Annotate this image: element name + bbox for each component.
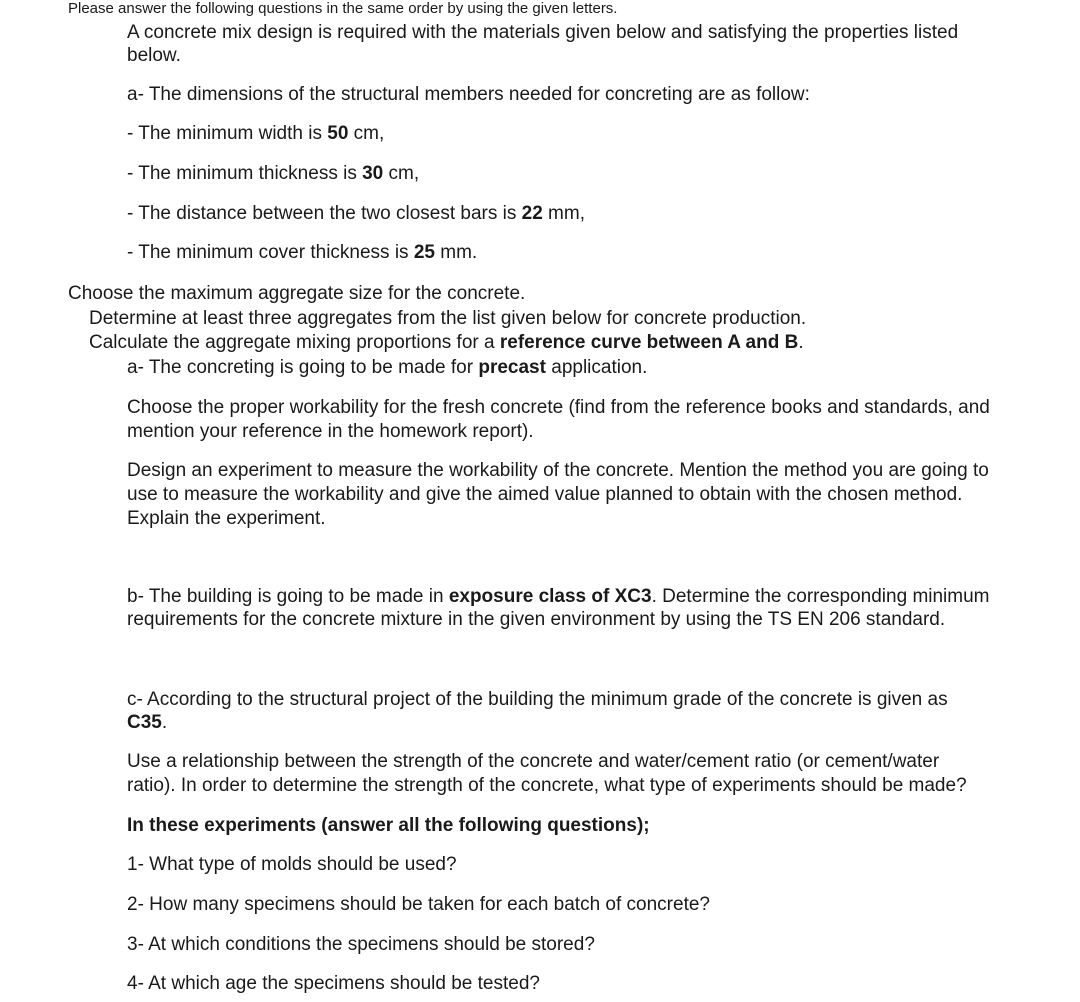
experiment-line-1: Design an experiment to measure the workability of the concrete. Mention the method you are going to [127, 460, 989, 481]
relationship-line-2: ratio). In order to determine the strength of the concrete, what type of experiments should be made? [127, 775, 967, 796]
b-exposure-line-1: b- The building is going to be made in exposure class of XC3. Determine the corresponding minimum [127, 586, 990, 607]
calculate-proportions: Calculate the aggregate mixing proportions for a reference curve between A and B. [89, 332, 804, 353]
dimension-item-width: - The minimum width is 50 cm, [127, 123, 385, 144]
intro-line-2: below. [127, 45, 181, 66]
c-grade-line-1: c- According to the structural project of the building the minimum grade of the concrete is given as [127, 689, 948, 710]
determine-aggregates: Determine at least three aggregates from the list given below for concrete production. [89, 308, 807, 329]
instructions-header: Please answer the following questions in the same order by using the given letters. [68, 0, 618, 17]
question-1: 1- What type of molds should be used? [127, 854, 457, 875]
a-precast: a- The concreting is going to be made for precast application. [127, 357, 648, 378]
dimension-item-bar-distance: - The distance between the two closest bars is 22 mm, [127, 203, 585, 224]
dimension-item-cover: - The minimum cover thickness is 25 mm. [127, 242, 478, 263]
b-exposure-line-2: requirements for the concrete mixture in the given environment by using the TS EN 206 standard. [127, 609, 946, 630]
experiment-line-2: use to measure the workability and give the aimed value planned to obtain with the chosen method. [127, 484, 963, 505]
dimension-item-thickness: - The minimum thickness is 30 cm, [127, 163, 420, 184]
experiments-heading: In these experiments (answer all the following questions); [127, 815, 650, 836]
workability-line-2: mention your reference in the homework report). [127, 421, 534, 442]
relationship-line-1: Use a relationship between the strength of the concrete and water/cement ratio (or cement/water [127, 751, 940, 772]
question-4: 4- At which age the specimens should be tested? [127, 973, 540, 994]
question-3: 3- At which conditions the specimens should be stored? [127, 934, 595, 955]
choose-max-aggregate: Choose the maximum aggregate size for the concrete. [68, 283, 526, 304]
c-grade-line-2: C35. [127, 712, 168, 733]
question-2: 2- How many specimens should be taken for each batch of concrete? [127, 894, 710, 915]
a-dimensions-heading: a- The dimensions of the structural members needed for concreting are as follow: [127, 84, 810, 105]
workability-line-1: Choose the proper workability for the fresh concrete (find from the reference books and standards, and [127, 397, 990, 418]
experiment-line-3: Explain the experiment. [127, 508, 326, 529]
intro-line-1: A concrete mix design is required with the materials given below and satisfying the properties listed [127, 22, 959, 43]
